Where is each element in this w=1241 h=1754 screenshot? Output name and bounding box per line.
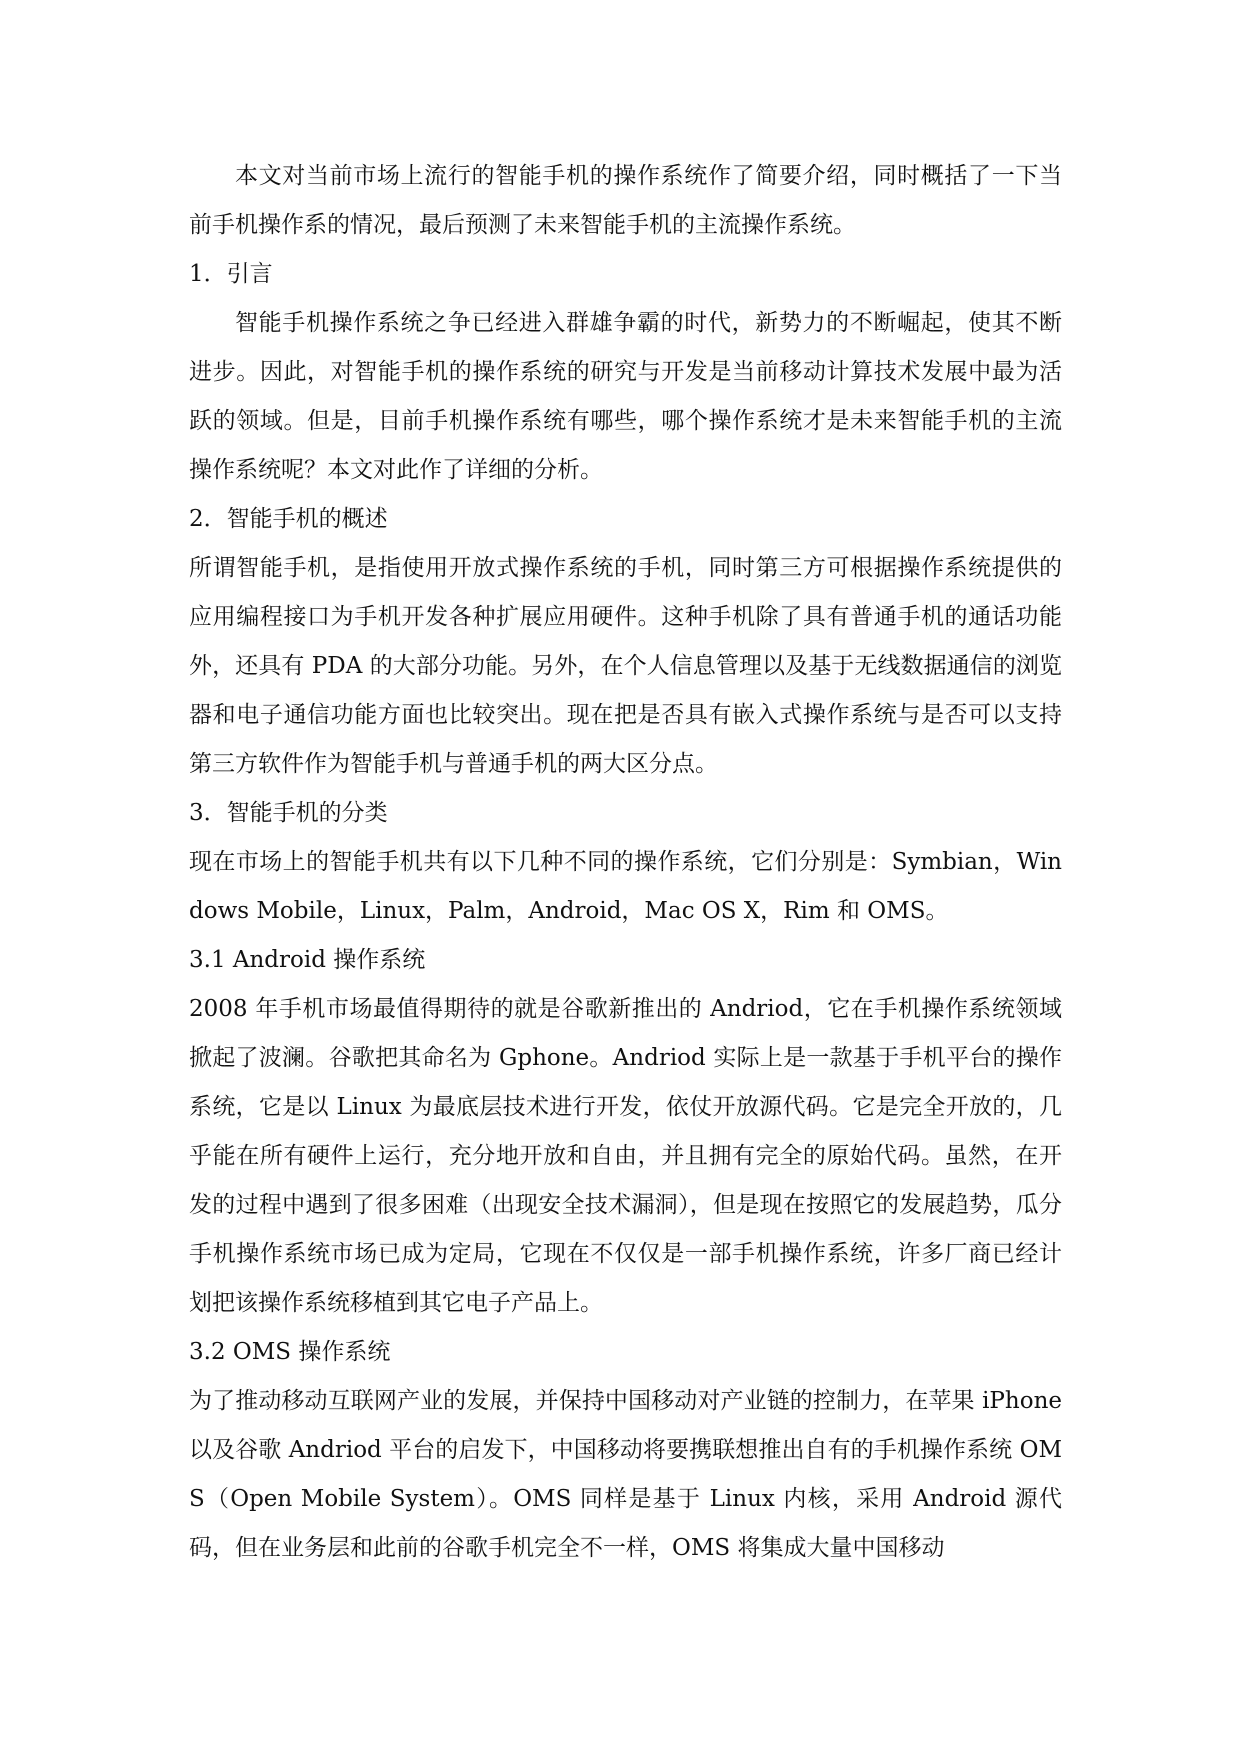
introduction-paragraph: 智能手机操作系统之争已经进入群雄争霸的时代，新势力的不断崛起，使其不断进步。因此，对智能手机的操作系统的研究与开发是当前移动计算技术发展中最为活跃的领域。但是，目前手机操作系统有哪些，哪个操作系统才是未来智能手机的主流操作系统呢？本文对此作了详细的分析。 (189, 310, 1062, 483)
section-heading-overview: 2．智能手机的概述 (189, 506, 388, 532)
document-body (189, 152, 1062, 1573)
abstract-paragraph: 本文对当前市场上流行的智能手机的操作系统作了简要介绍，同时概括了一下当前手机操作系的情况，最后预测了未来智能手机的主流操作系统。 (189, 163, 1062, 238)
android-paragraph: 2008 年手机市场最值得期待的就是谷歌新推出的 Andriod，它在手机操作系统领域掀起了波澜。谷歌把其命名为 Gphone。Andriod 实际上是一款基于手机平台的操作系统，它是以 Linux 为最底层技术进行开发，依仗开放源代码。它是完全开放的，几乎能在所有硬件上运行，充分地开放和自由，并且拥有完全的原始代码。虽然，在开发的过程中遇到了很多困难（出现安全技术漏洞），但是现在按照它的发展趋势，瓜分手机操作系统市场已成为定局，它现在不仅仅是一部手机操作系统，许多厂商已经计划把该操作系统移植到其它电子产品上。 (189, 996, 1062, 1316)
section-heading-classification: 3．智能手机的分类 (189, 800, 388, 826)
overview-paragraph: 所谓智能手机，是指使用开放式操作系统的手机，同时第三方可根据操作系统提供的应用编程接口为手机开发各种扩展应用硬件。这种手机除了具有普通手机的通话功能外，还具有 PDA 的大部分功能。另外，在个人信息管理以及基于无线数据通信的浏览器和电子通信功能方面也比较突出。现在把是否具有嵌入式操作系统与是否可以支持第三方软件作为智能手机与普通手机的两大区分点。 (189, 555, 1062, 777)
section-heading-android: 3.1 Android 操作系统 (189, 947, 426, 973)
classification-paragraph: 现在市场上的智能手机共有以下几种不同的操作系统，它们分别是：Symbian，Windows Mobile，Linux，Palm，Android，Mac OS X，Rim 和 OMS。 (189, 849, 1062, 924)
section-heading-oms: 3.2 OMS 操作系统 (189, 1339, 391, 1365)
section-heading-introduction: 1．引言 (189, 261, 273, 287)
oms-paragraph: 为了推动移动互联网产业的发展，并保持中国移动对产业链的控制力，在苹果 iPhone 以及谷歌 Andriod 平台的启发下，中国移动将要携联想推出自有的手机操作系统 OMS（Open Mobile System）。OMS 同样是基于 Linux 内核，采用 Android 源代码，但在业务层和此前的谷歌手机完全不一样，OMS 将集成大量中国移动 (189, 1388, 1062, 1561)
